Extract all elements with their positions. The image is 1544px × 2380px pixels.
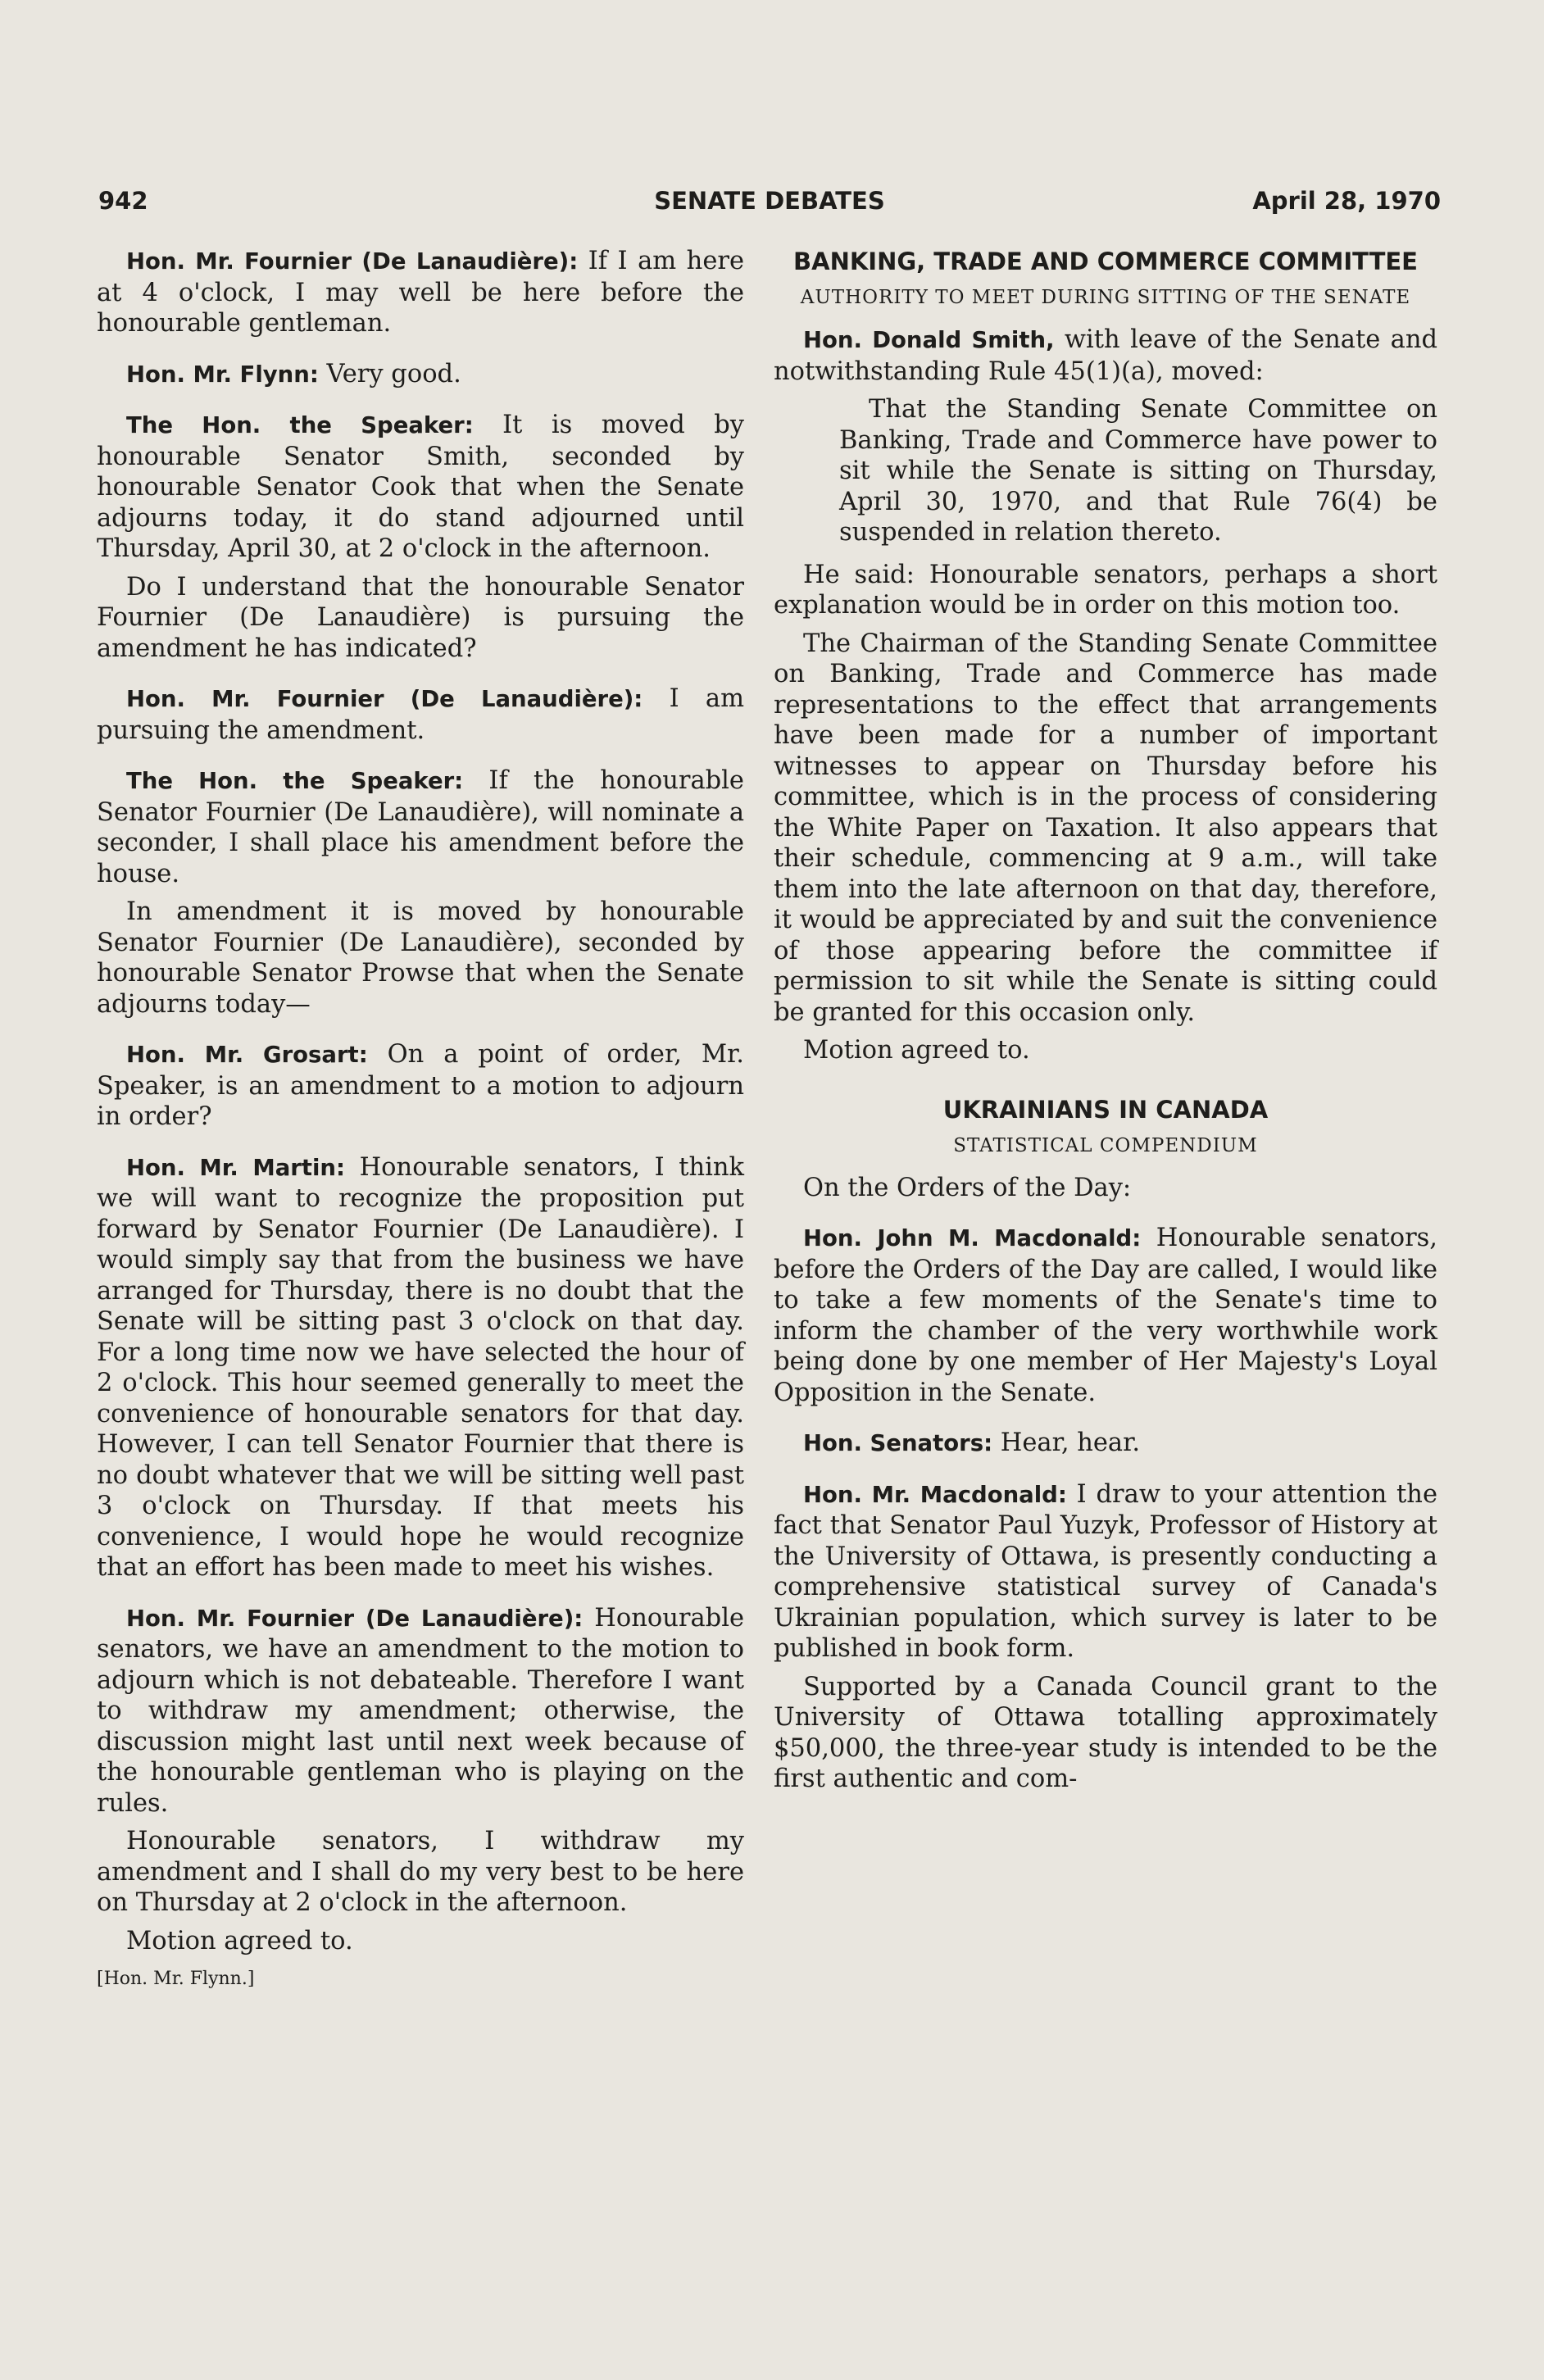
running-title: SENATE DEBATES: [654, 187, 885, 215]
paragraph: [774, 1428, 1437, 1460]
page-header: [98, 187, 1441, 223]
speech-text: I am pursuing the amendment.: [97, 684, 744, 745]
paragraph: Honourable senators, I withdraw my amendment and I shall do my very best to be here on Thursday at 2 o'clock in the afternoon.: [97, 1827, 744, 1917]
speech-text: I draw to your attention the fact that Senator Paul Yuzyk, Professor of History at the University of Ottawa, is presently conducting a comprehensive statistical survey of Canada's Ukrainian population, which survey is later to be published in book form.: [774, 1479, 1437, 1663]
paragraph: In amendment it is moved by honourable Senator Fournier (De Lanaudière), seconded by honourable Senator Prowse that when the Senate adjourns today—: [97, 897, 744, 1019]
paragraph: [97, 1152, 744, 1583]
speaker-name: Hon. Senators:: [803, 1430, 993, 1456]
paragraph: [774, 325, 1437, 387]
paragraph: [97, 765, 744, 889]
right-column: [774, 246, 1437, 1802]
speech-text: Hear, hear.: [992, 1428, 1141, 1457]
paragraph: Supported by a Canada Council grant to the University of Ottawa totalling approximately $50,000, the three-year study is intended to be the first authentic and com-: [774, 1672, 1437, 1793]
speaker-name: Hon. Mr. Martin:: [126, 1154, 345, 1181]
header-date: April 28, 1970: [1252, 187, 1441, 215]
speech-text: It is moved by honourable Senator Smith, seconded by honourable Senator Cook that when the Senate adjourns today, it do stand adjourned until Thursday, April 30, at 2 o'clock in the afternoon.: [97, 411, 744, 563]
paragraph: He said: Honourable senators, perhaps a short explanation would be in order on this motion too.: [774, 560, 1437, 620]
speech-text: On a point of order, Mr. Speaker, is an amendment to a motion to adjourn in order?: [97, 1040, 744, 1131]
speaker-name: Hon. John M. Macdonald:: [803, 1225, 1142, 1251]
section-heading: BANKING, TRADE AND COMMERCE COMMITTEE: [793, 248, 1418, 275]
speech-text: Honourable senators, before the Orders of the Day are called, I would like to take a few moments of the Senate's time to inform the chamber of the very worthwhile work being done by one member of Her Majesty's Loyal Opposition in the Senate.: [774, 1224, 1437, 1407]
section-subheading: AUTHORITY TO MEET DURING SITTING OF THE SENATE: [800, 287, 1411, 308]
speech-text: If I am here at 4 o'clock, I may well be here before the honourable gentleman.: [97, 247, 745, 338]
paragraph: [97, 1603, 744, 1819]
paragraph: Motion agreed to.: [126, 1926, 353, 1955]
speaker-name: Hon. Donald Smith,: [803, 327, 1055, 353]
speaker-name: The Hon. the Speaker:: [126, 768, 464, 794]
paragraph: [774, 1479, 1437, 1665]
speaker-name: Hon. Mr. Fournier (De Lanaudière):: [126, 248, 579, 275]
speech-text: Very good.: [318, 359, 461, 388]
paragraph: [97, 359, 744, 391]
left-column: [97, 246, 744, 1995]
page-number: 942: [98, 187, 148, 215]
speaker-name: Hon. Mr. Flynn:: [126, 361, 319, 388]
motion-quote: [774, 394, 1437, 548]
speaker-name: Hon. Mr. Fournier (De Lanaudière):: [126, 686, 643, 712]
paragraph: The Chairman of the Standing Senate Committee on Banking, Trade and Commerce has made representations to the effect that arrangements have been made for a number of important witnesses to appear on Thursday before his committee, which is in the process of considering the White Paper on Taxation. It also appears that their schedule, commencing at 9 a.m., will take them into the late afternoon on that day, therefore, it would be appreciated by and suit the convenience of those appearing before the committee if permission to sit while the Senate is sitting could be granted for this occasion only.: [774, 629, 1437, 1027]
speaker-name: Hon. Mr. Fournier (De Lanaudière):: [126, 1605, 584, 1632]
paragraph: On the Orders of the Day:: [803, 1173, 1132, 1202]
speech-text: with leave of the Senate and notwithstanding Rule 45(1)(a), moved:: [774, 325, 1438, 386]
speech-text: Honourable senators, I think we will want to recognize the proposition put forward by Senator Fournier (De Lanaudière). I would simply say that from the business we have arranged for Thursday, there is no doubt that the Senate will be sitting past 3 o'clock on that day. For a long time now we have selected the hour of 2 o'clock. This hour seemed generally to meet the convenience of honourable senators for that day. However, I can tell Senator Fournier that there is no doubt whatever that we will be sitting well past 3 o'clock on Thursday. If that meets his convenience, I would hope he would recognize that an effort has been made to meet his wishes.: [97, 1152, 744, 1582]
speaker-name: Hon. Mr. Grosart:: [126, 1042, 368, 1068]
speaker-name: Hon. Mr. Macdonald:: [803, 1481, 1067, 1508]
paragraph: Do I understand that the honourable Senator Fournier (De Lanaudière) is pursuing the amendment he has indicated?: [97, 572, 744, 663]
paragraph: Motion agreed to.: [803, 1036, 1030, 1065]
section-subheading: STATISTICAL COMPENDIUM: [953, 1134, 1258, 1156]
paragraph: [97, 246, 744, 339]
quote-text: That the Standing Senate Committee on Banking, Trade and Commerce have power to sit while the Senate is sitting on Thursday, April 30, 1970, and that Rule 76(4) be suspended in relation thereto.: [839, 395, 1437, 547]
paragraph: [97, 410, 744, 565]
paragraph: [97, 1039, 744, 1133]
speech-text: Honourable senators, we have an amendment to the motion to adjourn which is not debateable. Therefore I want to withdraw my amendment; otherwise, the discussion might last until next week because of the honourable gentleman who is playing on the rules.: [97, 1603, 745, 1818]
speech-text: If the honourable Senator Fournier (De Lanaudière), will nominate a seconder, I shall place his amendment before the house.: [97, 766, 744, 888]
speaker-name: The Hon. the Speaker:: [126, 412, 474, 438]
page-reference: [Hon. Mr. Flynn.]: [97, 1969, 255, 1989]
section-heading: UKRAINIANS IN CANADA: [942, 1095, 1269, 1124]
paragraph: [97, 684, 744, 746]
paragraph: [774, 1223, 1437, 1408]
